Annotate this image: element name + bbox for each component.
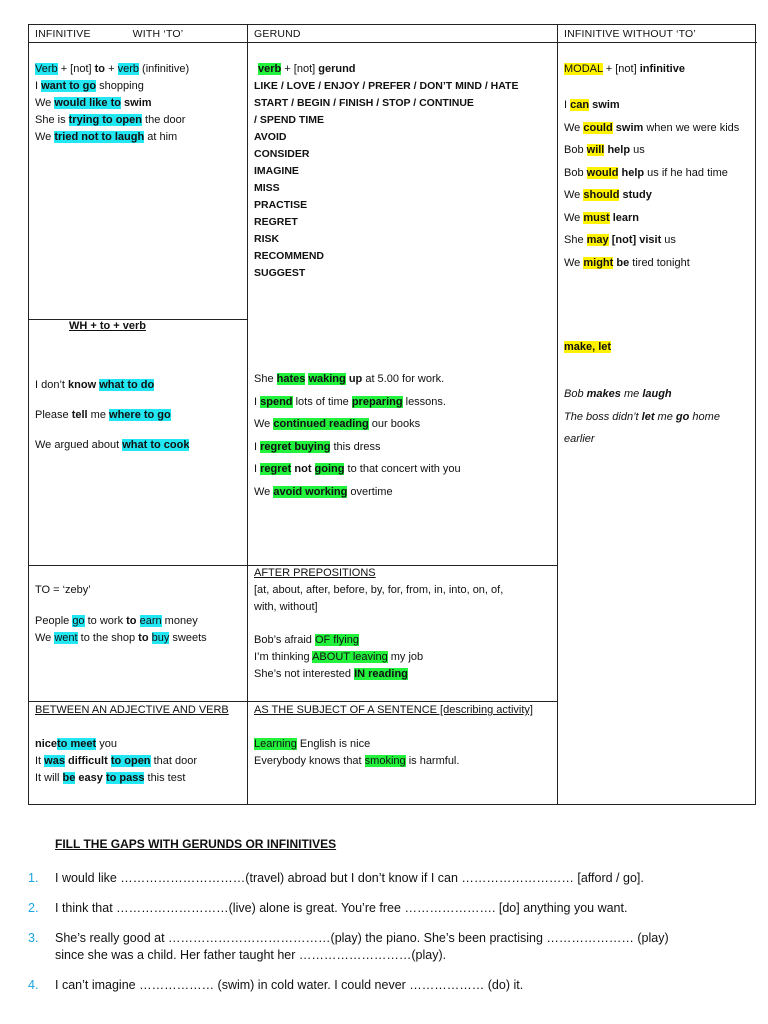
example-line [35, 377, 241, 394]
example-line [35, 630, 241, 647]
col2-gerund-block [248, 61, 557, 282]
ex-bold: difficult [64, 755, 108, 767]
ex-text: She’s not interested [254, 668, 355, 680]
rule-gerund: gerund [318, 63, 356, 75]
verb-item: MISS [254, 182, 280, 194]
ex-text: People [35, 615, 73, 627]
ex-text: We [35, 131, 55, 143]
ex-text: Bob [564, 166, 587, 179]
ex-highlight: tried not to laugh [54, 131, 145, 143]
ex-bold: help [621, 166, 645, 179]
verb-item: SUGGEST [254, 267, 306, 279]
ex-text: I [254, 463, 261, 475]
ex-text: the door [141, 114, 186, 126]
ex-bold: laugh [642, 388, 672, 400]
example-line [564, 162, 751, 185]
col2-header: GERUND [254, 28, 301, 40]
ex-bold: swim [124, 97, 152, 109]
ex-highlight: OF flying [314, 634, 359, 646]
ex-bold: study [622, 189, 652, 201]
example-line [35, 112, 241, 129]
ex-bold: help [607, 144, 631, 156]
ex-highlight: ABOUT leaving [312, 651, 388, 663]
col1-header [29, 26, 247, 43]
rule-modal: MODAL [564, 63, 603, 75]
ex-text: I [564, 99, 571, 111]
ex-highlight: going [314, 463, 345, 475]
ex-text: Bob [564, 388, 587, 400]
ex-highlight: can [570, 99, 590, 111]
example-line [254, 481, 551, 504]
ex-highlight: to pass [105, 772, 145, 784]
ex-text: me [87, 409, 110, 421]
ex-text: shopping [96, 80, 144, 92]
ex-text: I [254, 395, 261, 408]
ex-text: at him [144, 131, 178, 143]
ex-bold: learn [612, 211, 639, 224]
example-line [254, 368, 551, 391]
col3-rule [564, 61, 751, 78]
ex-highlight: could [583, 121, 613, 134]
wh-header: WH + to + verb [69, 320, 147, 332]
verb-item: RECOMMEND [254, 250, 324, 262]
ex-highlight: buy [151, 632, 170, 644]
example-line [254, 649, 551, 666]
col2-subject-block [248, 702, 557, 770]
ex-text: my job [387, 651, 424, 663]
ex-text: money [161, 615, 198, 627]
col1-infinitive-block [29, 61, 247, 146]
ex-bold: swim [592, 99, 620, 111]
ex-text: our books [368, 418, 421, 430]
ex-text: when we were kids [643, 121, 740, 134]
example-line [564, 117, 751, 140]
example-line: earlier [564, 433, 595, 445]
ex-highlight: regret [260, 463, 292, 475]
ex-text: The boss didn’t [564, 410, 642, 423]
example-line [254, 632, 551, 649]
col1-adj-block [29, 702, 247, 787]
verb-item: RISK [254, 233, 280, 245]
verb-item: AVOID [254, 131, 287, 143]
ex-text: Everybody knows that [254, 755, 365, 767]
ex-highlight: would like to [54, 97, 121, 109]
ex-highlight: where to go [109, 409, 171, 421]
item-text: She’s really good at …………………………………(play) the piano. She’s been practising ………………… (play) [55, 931, 669, 945]
example-line [564, 184, 751, 207]
ex-bold: makes [586, 388, 621, 400]
ex-text: We [254, 418, 274, 430]
ex-text: We [35, 632, 55, 644]
verbs-line: START / BEGIN / FINISH / STOP / CONTINUE [254, 97, 474, 109]
ex-highlight: waking [308, 373, 346, 385]
rule-verb2: verb [117, 63, 139, 75]
ex-bold: go [675, 410, 690, 423]
exercise-item [28, 977, 748, 994]
ex-highlight: want to go [41, 80, 97, 92]
verbs-line: / SPEND TIME [254, 114, 325, 126]
item-text: I think that ………………………(live) alone is great. You’re free …………………. [do] anything you want. [55, 901, 628, 915]
example-line [35, 613, 241, 630]
ex-text: She [254, 373, 277, 385]
ex-text: us if he had time [644, 166, 728, 179]
ex-text: that door [150, 755, 198, 767]
ex-highlight: went [54, 632, 78, 644]
rule-mid: + [not] [281, 63, 319, 75]
ex-highlight: earn [139, 615, 162, 627]
example-line [254, 391, 551, 414]
item-text: I can’t imagine ……………… (swim) in cold water. I could never ……………… (do) it. [55, 978, 524, 992]
example-line [564, 406, 751, 429]
ex-text: We [564, 211, 584, 224]
ex-text: lessons. [402, 395, 446, 408]
ex-text: to the shop [77, 632, 139, 644]
ex-text: Please [35, 409, 72, 421]
ex-text: sweets [169, 632, 207, 644]
ex-bold: know [68, 379, 97, 391]
ex-highlight: was [44, 755, 65, 767]
example-line [254, 736, 551, 753]
verb-item: PRACTISE [254, 199, 308, 211]
ex-text: us [630, 144, 645, 156]
make-let-label: make, let [564, 341, 612, 353]
ex-text: We [564, 256, 584, 269]
prep-header: AFTER PREPOSITIONS [254, 567, 376, 579]
ex-highlight: should [583, 189, 620, 201]
ex-text: I’m thinking [254, 651, 313, 663]
ex-text: We [254, 485, 274, 498]
ex-highlight: preparing [351, 395, 403, 408]
ex-highlight: continued reading [273, 418, 369, 430]
rule-verb: Verb [35, 63, 58, 75]
exercise-item [28, 870, 748, 887]
example-line [35, 78, 241, 95]
ex-text: lots of time [292, 395, 352, 408]
ex-text: me [654, 410, 676, 423]
ex-bold: tell [71, 409, 88, 421]
ex-text: to work [84, 615, 127, 627]
ex-highlight: to open [110, 755, 151, 767]
ex-text: home [689, 410, 720, 423]
ex-highlight: may [586, 234, 609, 246]
ex-highlight: will [586, 144, 605, 156]
verb-item: CONSIDER [254, 148, 310, 160]
col3-header: INFINITIVE WITHOUT ‘TO’ [564, 28, 696, 40]
ex-text: I [35, 80, 42, 92]
ex-highlight: what to cook [122, 439, 190, 451]
item-number: 1. [28, 871, 39, 885]
ex-text: She is [35, 114, 69, 126]
ex-highlight: spend [260, 395, 293, 408]
to-header: TO = ‘zeby’ [35, 584, 91, 596]
rule-to: to [94, 63, 106, 75]
example-line [564, 229, 751, 252]
verbs-line: LIKE / LOVE / ENJOY / PREFER / DON’T MIND / HATE [254, 80, 519, 92]
ex-highlight: smoking [364, 755, 406, 767]
ex-text: We argued about [35, 439, 123, 451]
example-line [35, 753, 241, 770]
ex-highlight: regret buying [260, 440, 331, 453]
ex-text: overtime [347, 485, 393, 498]
ex-text: is harmful. [405, 755, 460, 767]
col3-modal-block [558, 61, 757, 95]
example-line [35, 129, 241, 146]
ex-bold: to [138, 632, 149, 644]
ex-text: you [96, 738, 117, 750]
ex-highlight: IN reading [354, 668, 408, 680]
item-text: since she was a child. Her father taught her ………………………(play). [55, 948, 447, 962]
grammar-table [28, 24, 756, 805]
ex-bold: be [616, 256, 630, 269]
item-number: 4. [28, 978, 39, 992]
ex-text: this test [144, 772, 186, 784]
ex-text: me [620, 388, 643, 400]
ex-text: We [564, 189, 584, 201]
col1-wh-block [29, 318, 247, 454]
col2-gerund-examples [248, 368, 557, 503]
ex-highlight: avoid working [273, 485, 348, 498]
exercise-item [28, 930, 748, 964]
verb-item: REGRET [254, 216, 298, 228]
ex-text: Bob’s afraid [254, 634, 315, 646]
item-number: 3. [28, 931, 39, 945]
prep-list: with, without] [254, 601, 318, 613]
ex-bold: easy [75, 772, 103, 784]
item-text: I would like …………………………(travel) abroad but I don’t know if I can ……………………… [afford / go]. [55, 871, 644, 885]
col1-to-block [29, 582, 247, 647]
ex-text: We [564, 121, 584, 134]
verb-item: IMAGINE [254, 165, 299, 177]
ex-highlight: trying to open [68, 114, 142, 126]
ex-bold: to [126, 615, 137, 627]
subj-header: AS THE SUBJECT OF A SENTENCE [describing activity] [254, 704, 533, 716]
ex-bold: swim [615, 121, 644, 134]
example-line [35, 736, 241, 753]
adj-header: BETWEEN AN ADJECTIVE AND VERB [35, 704, 229, 716]
item-number: 2. [28, 901, 39, 915]
ex-highlight: to meet [57, 738, 97, 750]
ex-text: Bob [564, 144, 587, 156]
example-line [35, 437, 241, 454]
ex-bold: up [348, 373, 363, 385]
example-line [254, 753, 551, 770]
ex-highlight: go [72, 615, 85, 627]
ex-highlight: might [583, 256, 614, 269]
ex-text: this dress [330, 440, 381, 453]
ex-bold: nice [35, 738, 58, 750]
ex-text: I [254, 440, 261, 453]
example-line [564, 252, 751, 275]
prep-list: [at, about, after, before, by, for, from, in, into, on, of, [254, 584, 504, 596]
exercise-item [28, 900, 748, 917]
ex-highlight: must [583, 211, 610, 224]
example-line [564, 94, 751, 117]
ex-text: It will [35, 772, 63, 784]
example-line [254, 436, 551, 459]
ex-text: We [35, 97, 55, 109]
ex-highlight: hates [276, 373, 306, 385]
ex-text: It [35, 755, 45, 767]
example-line [254, 666, 551, 683]
col1-rule [35, 61, 241, 78]
ex-text: at 5.00 for work. [362, 373, 445, 385]
example-line [564, 139, 751, 162]
col2-prepositions-block [248, 565, 557, 683]
col3-make-let-block [558, 339, 757, 451]
col2-rule [254, 61, 551, 78]
ex-highlight: what to do [99, 379, 155, 391]
col3-modal-examples [558, 94, 757, 274]
ex-text: English is nice [296, 738, 371, 750]
ex-bold: [not] visit [611, 234, 662, 246]
example-line [35, 407, 241, 424]
ex-text: tired tonight [629, 256, 690, 269]
ex-highlight: be [62, 772, 76, 784]
col1-header-a: INFINITIVE [35, 28, 91, 40]
example-line [35, 770, 241, 787]
ex-highlight: would [586, 166, 619, 179]
ex-highlight: Learning [254, 738, 297, 750]
ex-text: I don’t [35, 379, 69, 391]
rule-plus: + [105, 63, 118, 75]
rule-verb: verb [258, 63, 282, 75]
ex-text: She [564, 234, 587, 246]
rule-mid: + [not] [57, 63, 95, 75]
example-line [35, 95, 241, 112]
ex-text: to that concert with you [344, 463, 461, 475]
ex-bold: not [294, 463, 312, 475]
rule-infinitive: infinitive [639, 63, 685, 75]
rule-tail: (infinitive) [138, 63, 190, 75]
example-line [254, 413, 551, 436]
ex-bold: let [641, 410, 655, 423]
example-line [254, 458, 551, 481]
col1-header-b: WITH ‘TO’ [132, 28, 184, 40]
rule-mid: + [not] [602, 63, 640, 75]
ex-text: us [661, 234, 676, 246]
example-line [564, 383, 751, 406]
exercise-title: FILL THE GAPS WITH GERUNDS OR INFINITIVES [55, 837, 337, 851]
example-line [564, 207, 751, 230]
